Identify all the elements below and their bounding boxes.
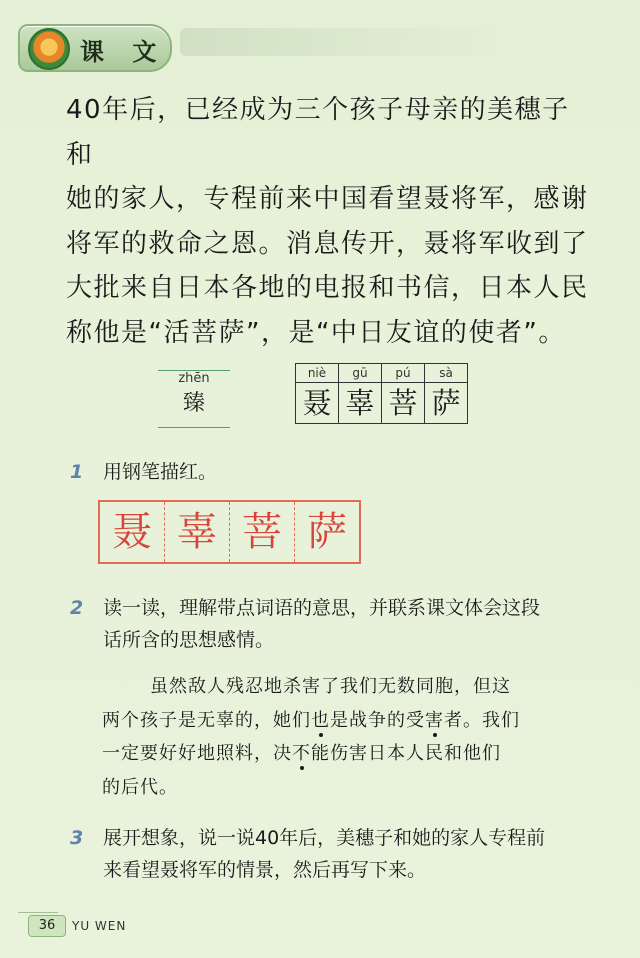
quote-segment: 两个孩子是无辜的，她们 [102, 709, 311, 731]
hanzi: 萨 [424, 383, 468, 424]
dotted-word: 不 [292, 743, 311, 764]
trace-cell: 辜 [165, 502, 230, 562]
exercise-number: 2 [70, 597, 84, 619]
exercise-text: 话所含的思想感情。 [103, 629, 275, 651]
page-number: 36 [28, 915, 66, 937]
passage-line: 她的家人，专程前来中国看望聂将军，感谢 [66, 184, 589, 214]
quote-segment: 一定要好好地照料，决 [102, 743, 292, 764]
passage-line: 大批来自日本各地的电报和书信，日本人民 [66, 273, 589, 303]
hanzi: 菩 [381, 383, 424, 424]
passage-line: 将军的救命之恩。消息传开，聂将军收到了 [66, 228, 589, 259]
quote-line: 的后代。 [102, 776, 178, 798]
hanzi: 辜 [338, 383, 381, 424]
faint-background-text [180, 28, 510, 56]
pinyin: sà [424, 363, 468, 383]
hanzi: 臻 [182, 391, 205, 416]
header-title: 课 文 [80, 38, 167, 66]
lesson-header [18, 18, 168, 72]
reading-quote [102, 670, 598, 804]
trace-cell: 菩 [230, 502, 295, 562]
book-label: YU WEN [72, 919, 127, 933]
exercise-text: 用钢笔描红。 [103, 461, 218, 483]
trace-cell: 萨 [307, 509, 347, 555]
exercise-text: 展开想象，说一说40年后，美穗子和她的家人专程前 [103, 827, 546, 849]
exercise-text: 来看望聂将军的情景，然后再写下来。 [103, 859, 427, 881]
exercise-1 [70, 456, 590, 488]
quote-line: 虽然敌人残忍地杀害了我们无数同胞，但这 [150, 676, 511, 697]
dotted-word: 受害者 [406, 709, 463, 731]
dotted-word: 也 [311, 709, 330, 731]
pinyin: pú [381, 363, 424, 383]
hanzi: 聂 [295, 383, 338, 424]
divider [158, 427, 230, 428]
pinyin: gū [338, 363, 381, 383]
passage-line: 称他是“活菩萨”，是“中日友谊的使者”。 [66, 317, 566, 348]
exercise-text: 读一读，理解带点词语的意思，并联系课文体会这段 [103, 597, 541, 619]
quote-line [102, 737, 598, 771]
footer-divider [18, 912, 58, 913]
book-logo-icon [28, 28, 70, 70]
pinyin: zhēn [178, 371, 210, 386]
pinyin: niè [295, 363, 338, 383]
quote-segment: 能伤害日本人民和他们 [311, 743, 501, 764]
quote-segment: 是战争的 [330, 709, 406, 731]
exercise-number: 1 [70, 461, 84, 483]
quote-line [102, 704, 598, 738]
new-char-grid [295, 363, 468, 424]
tracing-grid [98, 500, 361, 564]
trace-cell: 聂 [100, 502, 165, 562]
exercise-number: 3 [70, 827, 84, 849]
new-char-single [158, 370, 230, 428]
main-passage [66, 88, 596, 355]
exercise-3 [70, 822, 598, 886]
passage-line: 40年后，已经成为三个孩子母亲的美穗子和 [66, 95, 570, 170]
exercise-2 [70, 592, 598, 656]
quote-segment: 。我们 [463, 709, 520, 731]
